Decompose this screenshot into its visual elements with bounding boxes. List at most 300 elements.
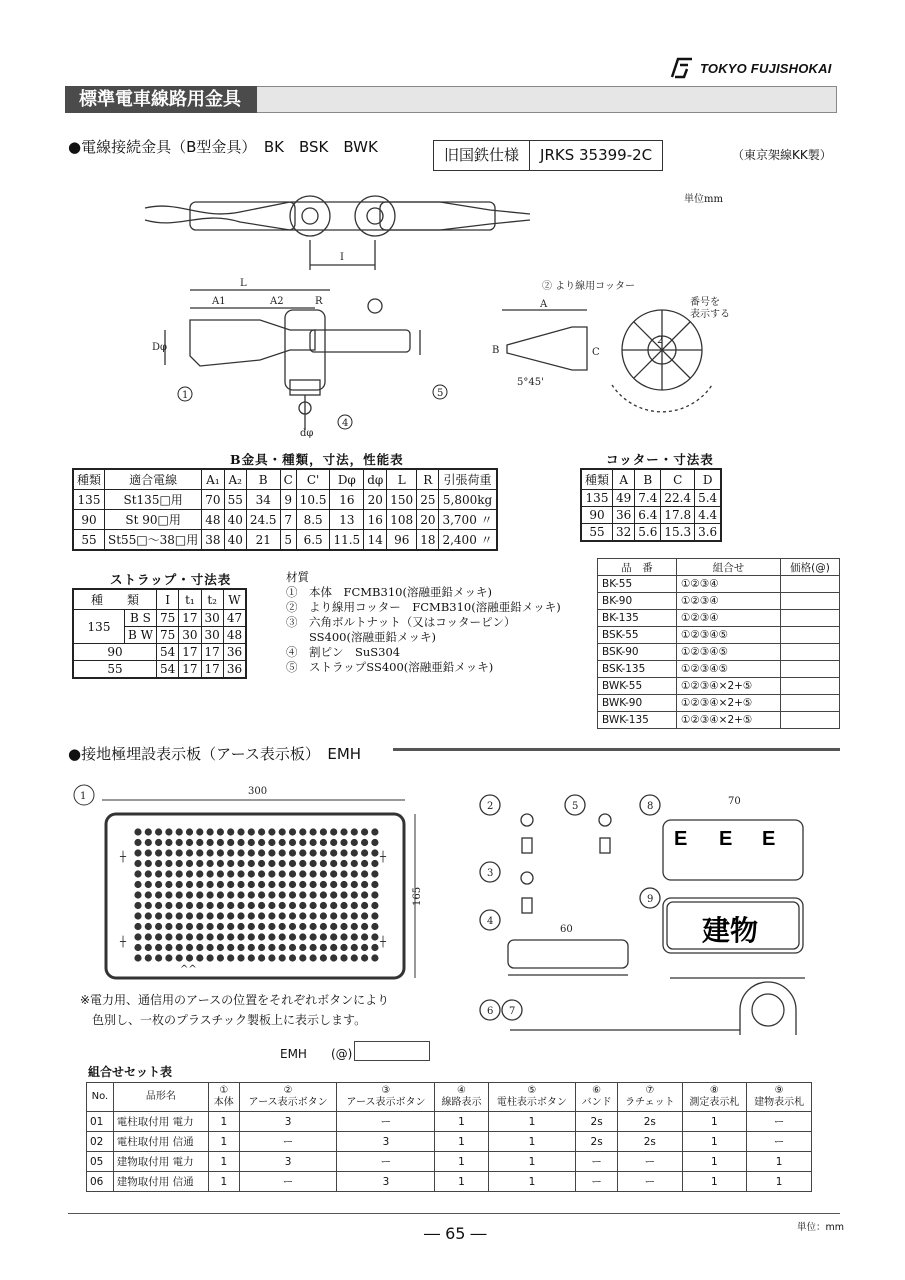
plate-dot <box>289 902 296 909</box>
table-cell: 1 <box>682 1132 747 1152</box>
set-table-header: ⑧ 測定表示札 <box>682 1083 747 1112</box>
emh-price-label: EMH (@) <box>280 1047 353 1061</box>
plate-dot <box>258 870 265 877</box>
spec-box <box>433 140 663 171</box>
plate-dot <box>289 954 296 961</box>
plate-dot <box>155 902 162 909</box>
plate-dot <box>289 839 296 846</box>
table-cell: 8.5 <box>296 510 330 530</box>
plate-dot <box>361 954 368 961</box>
plate-dot <box>227 860 234 867</box>
plate-dot <box>320 912 327 919</box>
plate-dot <box>340 849 347 856</box>
table-cell: 38 <box>202 530 224 551</box>
plate-dot <box>258 860 265 867</box>
plate-dot <box>351 891 358 898</box>
plate-dot <box>330 891 337 898</box>
plate-dot <box>237 912 244 919</box>
plate-dot <box>237 933 244 940</box>
table-cell: 40 <box>224 510 246 530</box>
table-cell: 02 <box>87 1132 114 1152</box>
plate-dot <box>134 923 141 930</box>
table-cell: 4.4 <box>695 507 722 524</box>
cotter-title-text: ② より線用コッター <box>542 281 635 292</box>
table-header-row <box>87 1083 812 1112</box>
plate-dot <box>134 839 141 846</box>
table-row <box>598 644 840 661</box>
table-cell: 1 <box>435 1112 488 1132</box>
plate-dot <box>340 923 347 930</box>
plate-dot <box>227 828 234 835</box>
th-i: I <box>156 589 178 610</box>
plate-dot <box>217 912 224 919</box>
table-cell: 5 <box>280 530 296 551</box>
plate-dot <box>134 944 141 951</box>
table-cell: BWK-135 <box>598 712 677 729</box>
table-cell: 32 <box>613 524 635 542</box>
svg-text:1: 1 <box>182 390 189 401</box>
plate-dot <box>186 944 193 951</box>
plate-dot <box>186 933 193 940</box>
plate-dot <box>351 849 358 856</box>
table-cell: 22.4 <box>661 490 695 507</box>
cotter-table <box>580 468 722 542</box>
plate-dot <box>279 881 286 888</box>
plate-dot <box>320 954 327 961</box>
plate-dot <box>217 954 224 961</box>
th-combo: 組合せ <box>677 559 781 576</box>
th-d: D <box>695 469 722 490</box>
table-cell: 16 <box>364 510 387 530</box>
set-table-caption: 組合せセット表 <box>88 1065 173 1079</box>
table-row <box>87 1132 812 1152</box>
cotter-table-caption: コッター・寸法表 <box>606 452 714 467</box>
plate-dot <box>196 839 203 846</box>
plate-dot <box>320 923 327 930</box>
svg-text:┼: ┼ <box>120 852 127 863</box>
table-cell: ①②③④⑤ <box>677 644 781 661</box>
plate-dot <box>340 881 347 888</box>
plate-dot <box>361 828 368 835</box>
plate-dot <box>217 881 224 888</box>
plate-dot <box>248 839 255 846</box>
plate-dot <box>299 828 306 835</box>
table-cell: 05 <box>87 1152 114 1172</box>
plate-dot <box>279 828 286 835</box>
table-cell: 6.4 <box>635 507 661 524</box>
svg-text:┼: ┼ <box>120 937 127 948</box>
plate-dot <box>207 912 214 919</box>
plate-dot <box>320 902 327 909</box>
table-cell: 電柱取付用 信通 <box>113 1132 208 1152</box>
table-cell: 20 <box>364 490 387 510</box>
plate-dot <box>361 933 368 940</box>
table-row <box>598 661 840 678</box>
plate-dot <box>310 839 317 846</box>
plate-dot <box>217 828 224 835</box>
plate-dot <box>165 954 172 961</box>
plate-dot <box>258 828 265 835</box>
table-cell: 1 <box>435 1172 488 1192</box>
plate-dot <box>330 870 337 877</box>
plate-dot <box>165 849 172 856</box>
plate-dot <box>186 902 193 909</box>
table-cell: 36 <box>613 507 635 524</box>
plate-dot <box>310 860 317 867</box>
table-cell: 01 <box>87 1112 114 1132</box>
spec-label: 旧国鉄仕様 <box>444 146 520 164</box>
plate-dot <box>310 849 317 856</box>
table-cell: 55 <box>581 524 613 542</box>
plate-dot <box>237 860 244 867</box>
plate-dot <box>207 933 214 940</box>
svg-text:E: E <box>719 828 733 850</box>
b-fitting-table <box>72 468 498 551</box>
table-row <box>581 490 721 507</box>
plate-dot <box>371 839 378 846</box>
plate-dot <box>361 881 368 888</box>
plate-dot <box>217 860 224 867</box>
svg-text:9: 9 <box>647 894 654 905</box>
table-cell: 2s <box>618 1132 682 1152</box>
plate-dot <box>371 902 378 909</box>
plate-dot <box>237 954 244 961</box>
svg-text:dφ: dφ <box>300 428 314 439</box>
table-cell: 7.4 <box>635 490 661 507</box>
table-cell: BK-90 <box>598 593 677 610</box>
plate-dot <box>351 881 358 888</box>
table-row <box>598 610 840 627</box>
plate-dot <box>217 944 224 951</box>
table-cell: ー <box>239 1132 337 1152</box>
table-cell: ①②③④ <box>677 576 781 593</box>
table-cell: 48 <box>202 510 224 530</box>
table-cell: ー <box>618 1172 682 1192</box>
plate-dot <box>258 881 265 888</box>
svg-text:5: 5 <box>437 388 444 399</box>
plate-dot <box>145 954 152 961</box>
plate-dot <box>310 933 317 940</box>
plate-dot <box>310 881 317 888</box>
plate-dot <box>134 954 141 961</box>
footer-rule <box>68 1213 840 1214</box>
table-cell: 24.5 <box>246 510 280 530</box>
plate-dot <box>145 944 152 951</box>
plate-dot <box>310 954 317 961</box>
plate-dot <box>145 923 152 930</box>
plate-dot <box>289 933 296 940</box>
plate-dot <box>176 902 183 909</box>
plate-dot <box>186 860 193 867</box>
plate-dot <box>207 891 214 898</box>
plate-dot <box>155 954 162 961</box>
svg-text:C: C <box>592 347 600 358</box>
material-line: ④ 割ピン SuS304 <box>286 645 401 659</box>
plate-dot <box>310 923 317 930</box>
plate-dot <box>351 912 358 919</box>
plate-dot <box>165 923 172 930</box>
table-header-row <box>581 469 721 490</box>
table-cell: 1 <box>488 1172 575 1192</box>
plate-dot <box>176 954 183 961</box>
table-row <box>598 593 840 610</box>
plate-dot <box>351 944 358 951</box>
plate-dot <box>186 954 193 961</box>
table-cell: 1 <box>208 1172 239 1192</box>
table-header-row <box>73 469 497 490</box>
plate-dot <box>289 849 296 856</box>
plate-dot <box>371 954 378 961</box>
plate-dot <box>258 933 265 940</box>
table-cell: 13 <box>330 510 364 530</box>
plate-dot <box>279 944 286 951</box>
plate-dot <box>330 912 337 919</box>
table-cell <box>781 576 840 593</box>
plate-dot <box>310 944 317 951</box>
fujishokai-logo-icon <box>668 57 694 79</box>
plate-dot <box>299 933 306 940</box>
plate-dot <box>134 933 141 940</box>
svg-text:┼: ┼ <box>380 937 387 948</box>
plate-dot <box>299 902 306 909</box>
footer-unit: 単位：mm <box>797 1222 845 1233</box>
table-cell: 18 <box>417 530 439 551</box>
price-table <box>597 558 840 729</box>
table-cell: 3,700 〃 <box>439 510 497 530</box>
th-a2: A₂ <box>224 469 246 490</box>
plate-dot <box>196 828 203 835</box>
plate-dot <box>258 902 265 909</box>
table-cell: ①②③④×2+⑤ <box>677 712 781 729</box>
table-cell: 9 <box>280 490 296 510</box>
plate-dot <box>248 933 255 940</box>
svg-text:建物: 建物 <box>702 914 759 947</box>
plate-dot <box>299 923 306 930</box>
plate-dot <box>165 912 172 919</box>
table-cell: 70 <box>202 490 224 510</box>
plate-dot <box>155 891 162 898</box>
svg-text:B: B <box>492 345 500 356</box>
plate-dot <box>145 860 152 867</box>
plate-dot <box>196 954 203 961</box>
plate-dot <box>299 954 306 961</box>
plate-dot <box>186 891 193 898</box>
table-cell: ー <box>337 1112 435 1132</box>
plate-dot <box>186 912 193 919</box>
plate-dot <box>155 933 162 940</box>
plate-dot <box>165 870 172 877</box>
plate-dot <box>134 849 141 856</box>
emh-price-field[interactable] <box>354 1041 430 1061</box>
plate-dot <box>351 839 358 846</box>
table-cell: BSK-55 <box>598 627 677 644</box>
plate-dot <box>299 849 306 856</box>
maker-note: （東京架線KK製） <box>732 148 832 162</box>
plate-dot <box>186 839 193 846</box>
plate-dot <box>258 839 265 846</box>
table-cell: St55□～38□用 <box>105 530 202 551</box>
plate-dot <box>165 881 172 888</box>
plate-dot <box>145 849 152 856</box>
plate-dot <box>186 828 193 835</box>
table-row <box>73 490 497 510</box>
plate-dot <box>207 860 214 867</box>
svg-text:L: L <box>240 278 247 289</box>
th-wire: 適合電線 <box>105 469 202 490</box>
plate-dot <box>217 891 224 898</box>
plate-dot <box>340 912 347 919</box>
svg-text:70: 70 <box>728 796 741 807</box>
plate-dot <box>165 839 172 846</box>
plate-dot <box>279 954 286 961</box>
table-cell: ー <box>747 1132 812 1152</box>
plate-dot <box>361 870 368 877</box>
plate-dot <box>176 933 183 940</box>
plate-dot <box>227 870 234 877</box>
table-cell <box>781 644 840 661</box>
plate-dot <box>227 923 234 930</box>
plate-dot <box>361 902 368 909</box>
plate-dot <box>330 933 337 940</box>
plate-dot <box>186 923 193 930</box>
set-table-header: ⑥ バンド <box>576 1083 618 1112</box>
material-line: ③ 六角ボルトナット（又はコッターピン） <box>286 615 516 629</box>
plate-dot <box>134 870 141 877</box>
plate-dot <box>371 944 378 951</box>
plate-dot <box>258 944 265 951</box>
table-row <box>598 695 840 712</box>
plate-dot <box>299 839 306 846</box>
plate-dot <box>237 881 244 888</box>
plate-dot <box>176 912 183 919</box>
table-row <box>598 678 840 695</box>
table-cell: 55 <box>224 490 246 510</box>
plate-dot <box>248 944 255 951</box>
plate-dot <box>371 891 378 898</box>
plate-dot <box>248 902 255 909</box>
th-type: 種類 <box>73 469 105 490</box>
table-cell: 17.8 <box>661 507 695 524</box>
table-row: 55 54 17 17 36 <box>73 661 246 679</box>
plate-dot <box>299 881 306 888</box>
plate-dot <box>165 891 172 898</box>
table-cell: 5.4 <box>695 490 722 507</box>
plate-dot <box>196 944 203 951</box>
plate-dot <box>176 828 183 835</box>
table-cell: 135 <box>73 490 105 510</box>
plate-dot <box>237 870 244 877</box>
plate-dot <box>176 881 183 888</box>
plate-dot <box>258 954 265 961</box>
table-cell: 建物取付用 電力 <box>113 1152 208 1172</box>
plate-dot <box>134 902 141 909</box>
plate-dot <box>145 912 152 919</box>
table-cell: BWK-55 <box>598 678 677 695</box>
plate-dot <box>237 839 244 846</box>
table-cell: 1 <box>747 1172 812 1192</box>
table-cell: 1 <box>208 1132 239 1152</box>
plate-dot <box>361 923 368 930</box>
set-table-header: ⑤ 電柱表示ボタン <box>488 1083 575 1112</box>
plate-dot <box>268 860 275 867</box>
set-table-header: 品形名 <box>113 1083 208 1112</box>
table-cell: 34 <box>246 490 280 510</box>
plate-dot <box>340 933 347 940</box>
plate-dot <box>340 954 347 961</box>
plate-dot <box>196 849 203 856</box>
table-row <box>598 576 840 593</box>
table-cell: 建物取付用 信通 <box>113 1172 208 1192</box>
svg-text:6: 6 <box>487 1006 494 1017</box>
plate-dot <box>217 933 224 940</box>
th-b: B <box>246 469 280 490</box>
svg-text:1: 1 <box>80 791 87 802</box>
set-table-header: ⑨ 建物表示札 <box>747 1083 812 1112</box>
plate-dot <box>279 912 286 919</box>
svg-text:^^: ^^ <box>180 964 197 975</box>
plate-dot <box>155 912 162 919</box>
plate-dot <box>351 870 358 877</box>
svg-text:E: E <box>674 828 688 850</box>
plate-dot <box>196 933 203 940</box>
table-cell: BWK-90 <box>598 695 677 712</box>
plate-dot <box>320 828 327 835</box>
svg-text:表示する: 表示する <box>690 309 730 320</box>
plate-dot <box>371 881 378 888</box>
plate-dot <box>320 944 327 951</box>
table-cell: 15.3 <box>661 524 695 542</box>
svg-text:7: 7 <box>509 1006 516 1017</box>
plate-dot <box>176 849 183 856</box>
table-cell: ①②③④ <box>677 610 781 627</box>
th-l: L <box>387 469 417 490</box>
plate-dot <box>207 923 214 930</box>
plate-dot <box>330 954 337 961</box>
table-cell: 16 <box>330 490 364 510</box>
plate-dot <box>279 933 286 940</box>
table-cell: ー <box>576 1172 618 1192</box>
plate-dot <box>145 839 152 846</box>
plate-dot <box>176 944 183 951</box>
svg-text:I: I <box>340 252 344 263</box>
th-a1: A₁ <box>202 469 224 490</box>
section1-heading: ●電線接続金具（B型金具） BK BSK BWK <box>68 138 378 156</box>
th-part-no: 品 番 <box>598 559 677 576</box>
plate-dot <box>330 860 337 867</box>
strap-table <box>72 588 247 679</box>
plate-dot <box>299 912 306 919</box>
plate-dot <box>145 933 152 940</box>
plate-dot <box>340 944 347 951</box>
table-cell: 1 <box>488 1132 575 1152</box>
table-row <box>73 510 497 530</box>
plate-dot <box>155 923 162 930</box>
table-cell: 40 <box>224 530 246 551</box>
plate-dot <box>320 839 327 846</box>
table-cell: 1 <box>682 1112 747 1132</box>
plate-dot <box>227 944 234 951</box>
plate-dot <box>248 954 255 961</box>
table-cell: ー <box>576 1152 618 1172</box>
set-table-header: ② アース表示ボタン <box>239 1083 337 1112</box>
plate-dot <box>217 923 224 930</box>
table-row: B W 75 30 30 48 <box>73 627 246 644</box>
plate-dot <box>310 891 317 898</box>
table-cell: 90 <box>581 507 613 524</box>
plate-dot <box>340 860 347 867</box>
plate-dot <box>165 933 172 940</box>
plate-dot <box>155 849 162 856</box>
